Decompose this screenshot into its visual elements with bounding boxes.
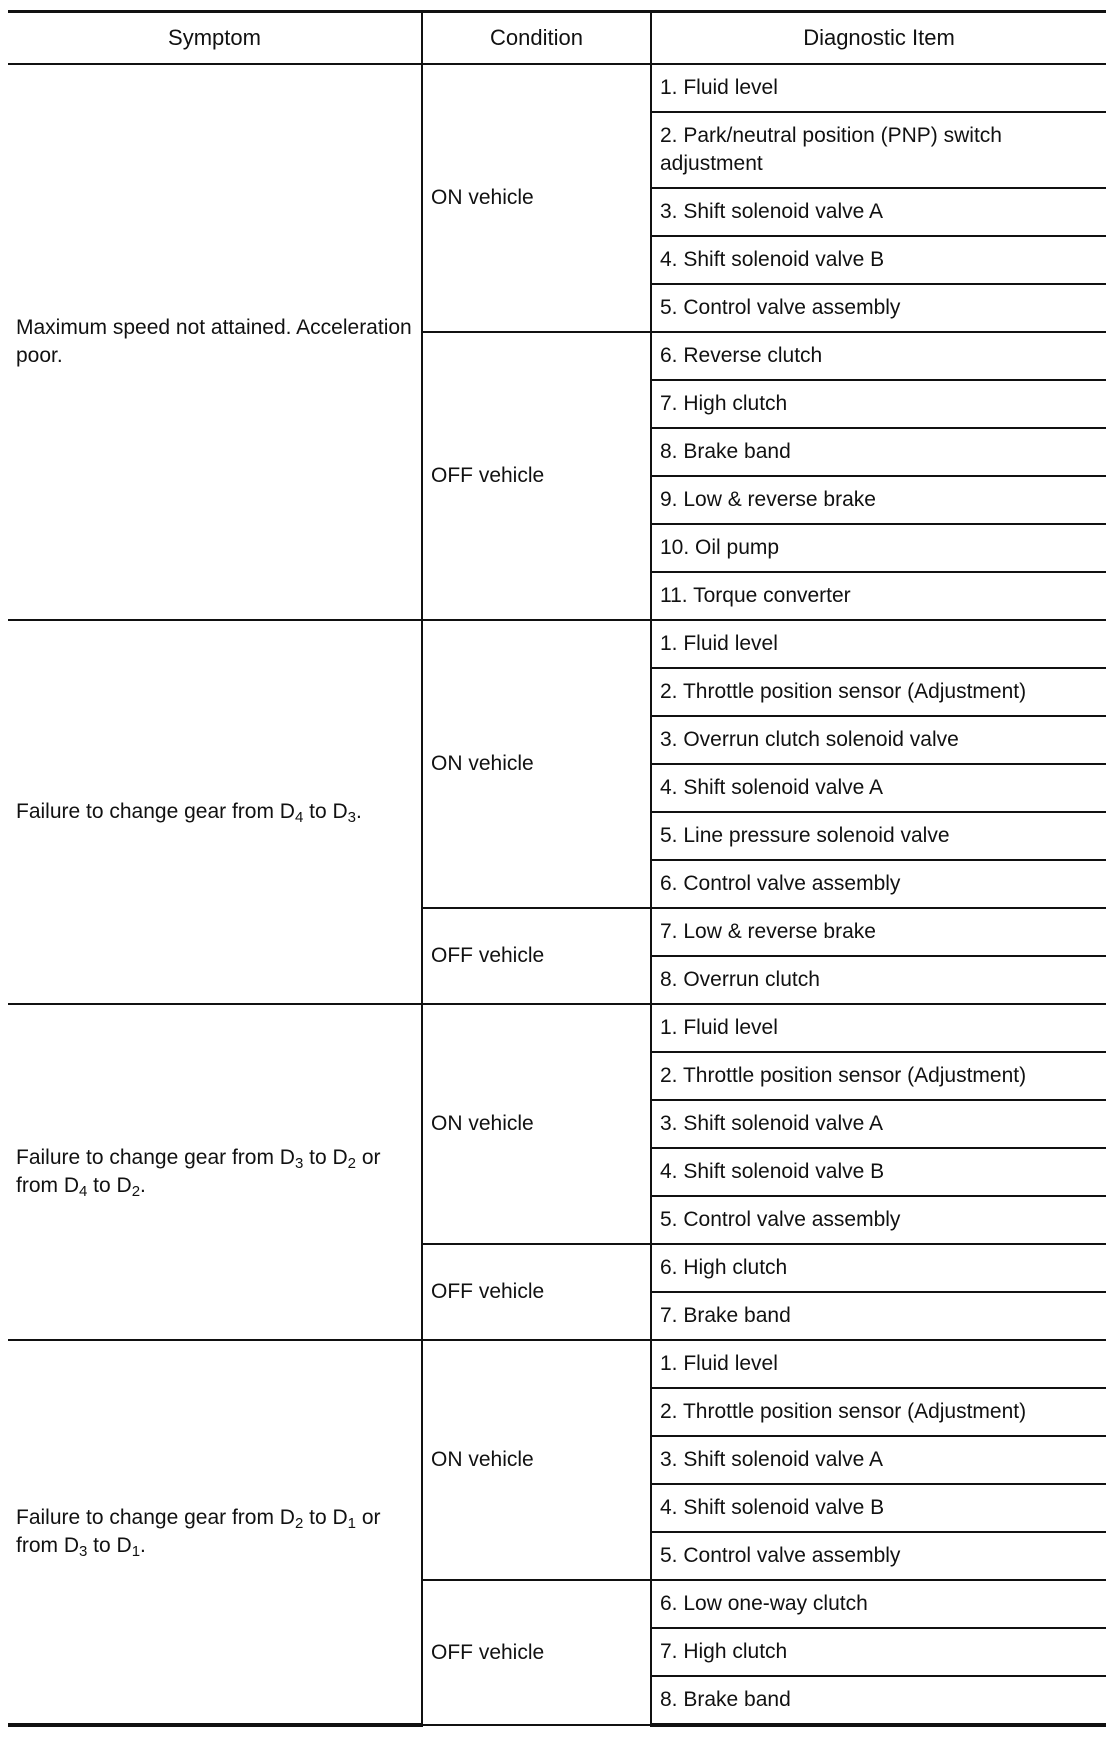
symptom-group xyxy=(8,1340,1106,1725)
diagnostic-item-cell: 4. Shift solenoid valve A xyxy=(651,764,1106,812)
diagnostic-item-cell: 5. Control valve assembly xyxy=(651,284,1106,332)
diagnostic-item-cell: 9. Low & reverse brake xyxy=(651,476,1106,524)
diagnostic-item-cell: 1. Fluid level xyxy=(651,620,1106,668)
diagnostic-table-page xyxy=(8,10,1106,1727)
diagnostic-item-cell: 2. Throttle position sensor (Adjustment) xyxy=(651,1388,1106,1436)
table-row xyxy=(8,64,1106,112)
condition-off-vehicle: OFF vehicle xyxy=(422,1244,651,1340)
condition-off-vehicle: OFF vehicle xyxy=(422,1580,651,1725)
symptom-group xyxy=(8,620,1106,1004)
diagnostic-item-cell: 8. Overrun clutch xyxy=(651,956,1106,1004)
diagnostic-item-cell: 2. Throttle position sensor (Adjustment) xyxy=(651,1052,1106,1100)
diagnostic-item-cell: 2. Throttle position sensor (Adjustment) xyxy=(651,668,1106,716)
header-row xyxy=(8,12,1106,65)
diagnostic-item-cell: 7. Low & reverse brake xyxy=(651,908,1106,956)
diagnostic-item-cell: 5. Line pressure solenoid valve xyxy=(651,812,1106,860)
symptom-cell: Maximum speed not attained. Acceleration poor. xyxy=(8,64,422,620)
diagnostic-item-cell: 3. Shift solenoid valve A xyxy=(651,1436,1106,1484)
condition-header: Condition xyxy=(422,12,651,65)
diagnostic-item-cell: 1. Fluid level xyxy=(651,1340,1106,1388)
symptom-group xyxy=(8,1004,1106,1340)
table-row xyxy=(8,1340,1106,1388)
table-row xyxy=(8,620,1106,668)
condition-on-vehicle: ON vehicle xyxy=(422,64,651,332)
symptom-cell: Failure to change gear from $D_3$ to $D_2$ or from $D_4$ to $D_2$. xyxy=(8,1004,422,1340)
diagnostic-item-cell: 6. High clutch xyxy=(651,1244,1106,1292)
diagnostic-item-cell: 5. Control valve assembly xyxy=(651,1196,1106,1244)
symptom-header: Symptom xyxy=(8,12,422,65)
diagnostic-item-cell: 3. Shift solenoid valve A xyxy=(651,1100,1106,1148)
symptom-cell: Failure to change gear from $D_4$ to $D_3$. xyxy=(8,620,422,1004)
diagnostic-item-cell: 8. Brake band xyxy=(651,428,1106,476)
diagnostic-item-cell: 4. Shift solenoid valve B xyxy=(651,1148,1106,1196)
condition-on-vehicle: ON vehicle xyxy=(422,1340,651,1580)
diagnostic-item-cell: 1. Fluid level xyxy=(651,64,1106,112)
diagnostic-item-cell: 11. Torque converter xyxy=(651,572,1106,620)
diagnostic-item-cell: 6. Control valve assembly xyxy=(651,860,1106,908)
diagnostic-item-cell: 7. High clutch xyxy=(651,380,1106,428)
condition-on-vehicle: ON vehicle xyxy=(422,620,651,908)
diagnostic-item-cell: 6. Reverse clutch xyxy=(651,332,1106,380)
diagnostic-item-cell: 4. Shift solenoid valve B xyxy=(651,236,1106,284)
diagnostic-item-cell: 3. Shift solenoid valve A xyxy=(651,188,1106,236)
condition-on-vehicle: ON vehicle xyxy=(422,1004,651,1244)
diagnostic-item-cell: 2. Park/neutral position (PNP) switch adjustment xyxy=(651,112,1106,188)
condition-off-vehicle: OFF vehicle xyxy=(422,908,651,1004)
diagnostic-item-cell: 6. Low one-way clutch xyxy=(651,1580,1106,1628)
condition-off-vehicle: OFF vehicle xyxy=(422,332,651,620)
diagnostic-item-cell: 4. Shift solenoid valve B xyxy=(651,1484,1106,1532)
diagnostic-item-cell: 7. Brake band xyxy=(651,1292,1106,1340)
symptom-cell: Failure to change gear from $D_2$ to $D_1$ or from $D_3$ to $D_1$. xyxy=(8,1340,422,1725)
diagnostic-table xyxy=(8,10,1106,1727)
diagnostic-item-cell: 3. Overrun clutch solenoid valve xyxy=(651,716,1106,764)
table-row xyxy=(8,1004,1106,1052)
diagnostic-item-cell: 1. Fluid level xyxy=(651,1004,1106,1052)
diagnostic-item-cell: 7. High clutch xyxy=(651,1628,1106,1676)
diagnostic-item-cell: 8. Brake band xyxy=(651,1676,1106,1725)
symptom-group xyxy=(8,64,1106,620)
diagnostic-item-cell: 10. Oil pump xyxy=(651,524,1106,572)
diagnostic-item-cell: 5. Control valve assembly xyxy=(651,1532,1106,1580)
diagnostic-item-header: Diagnostic Item xyxy=(651,12,1106,65)
